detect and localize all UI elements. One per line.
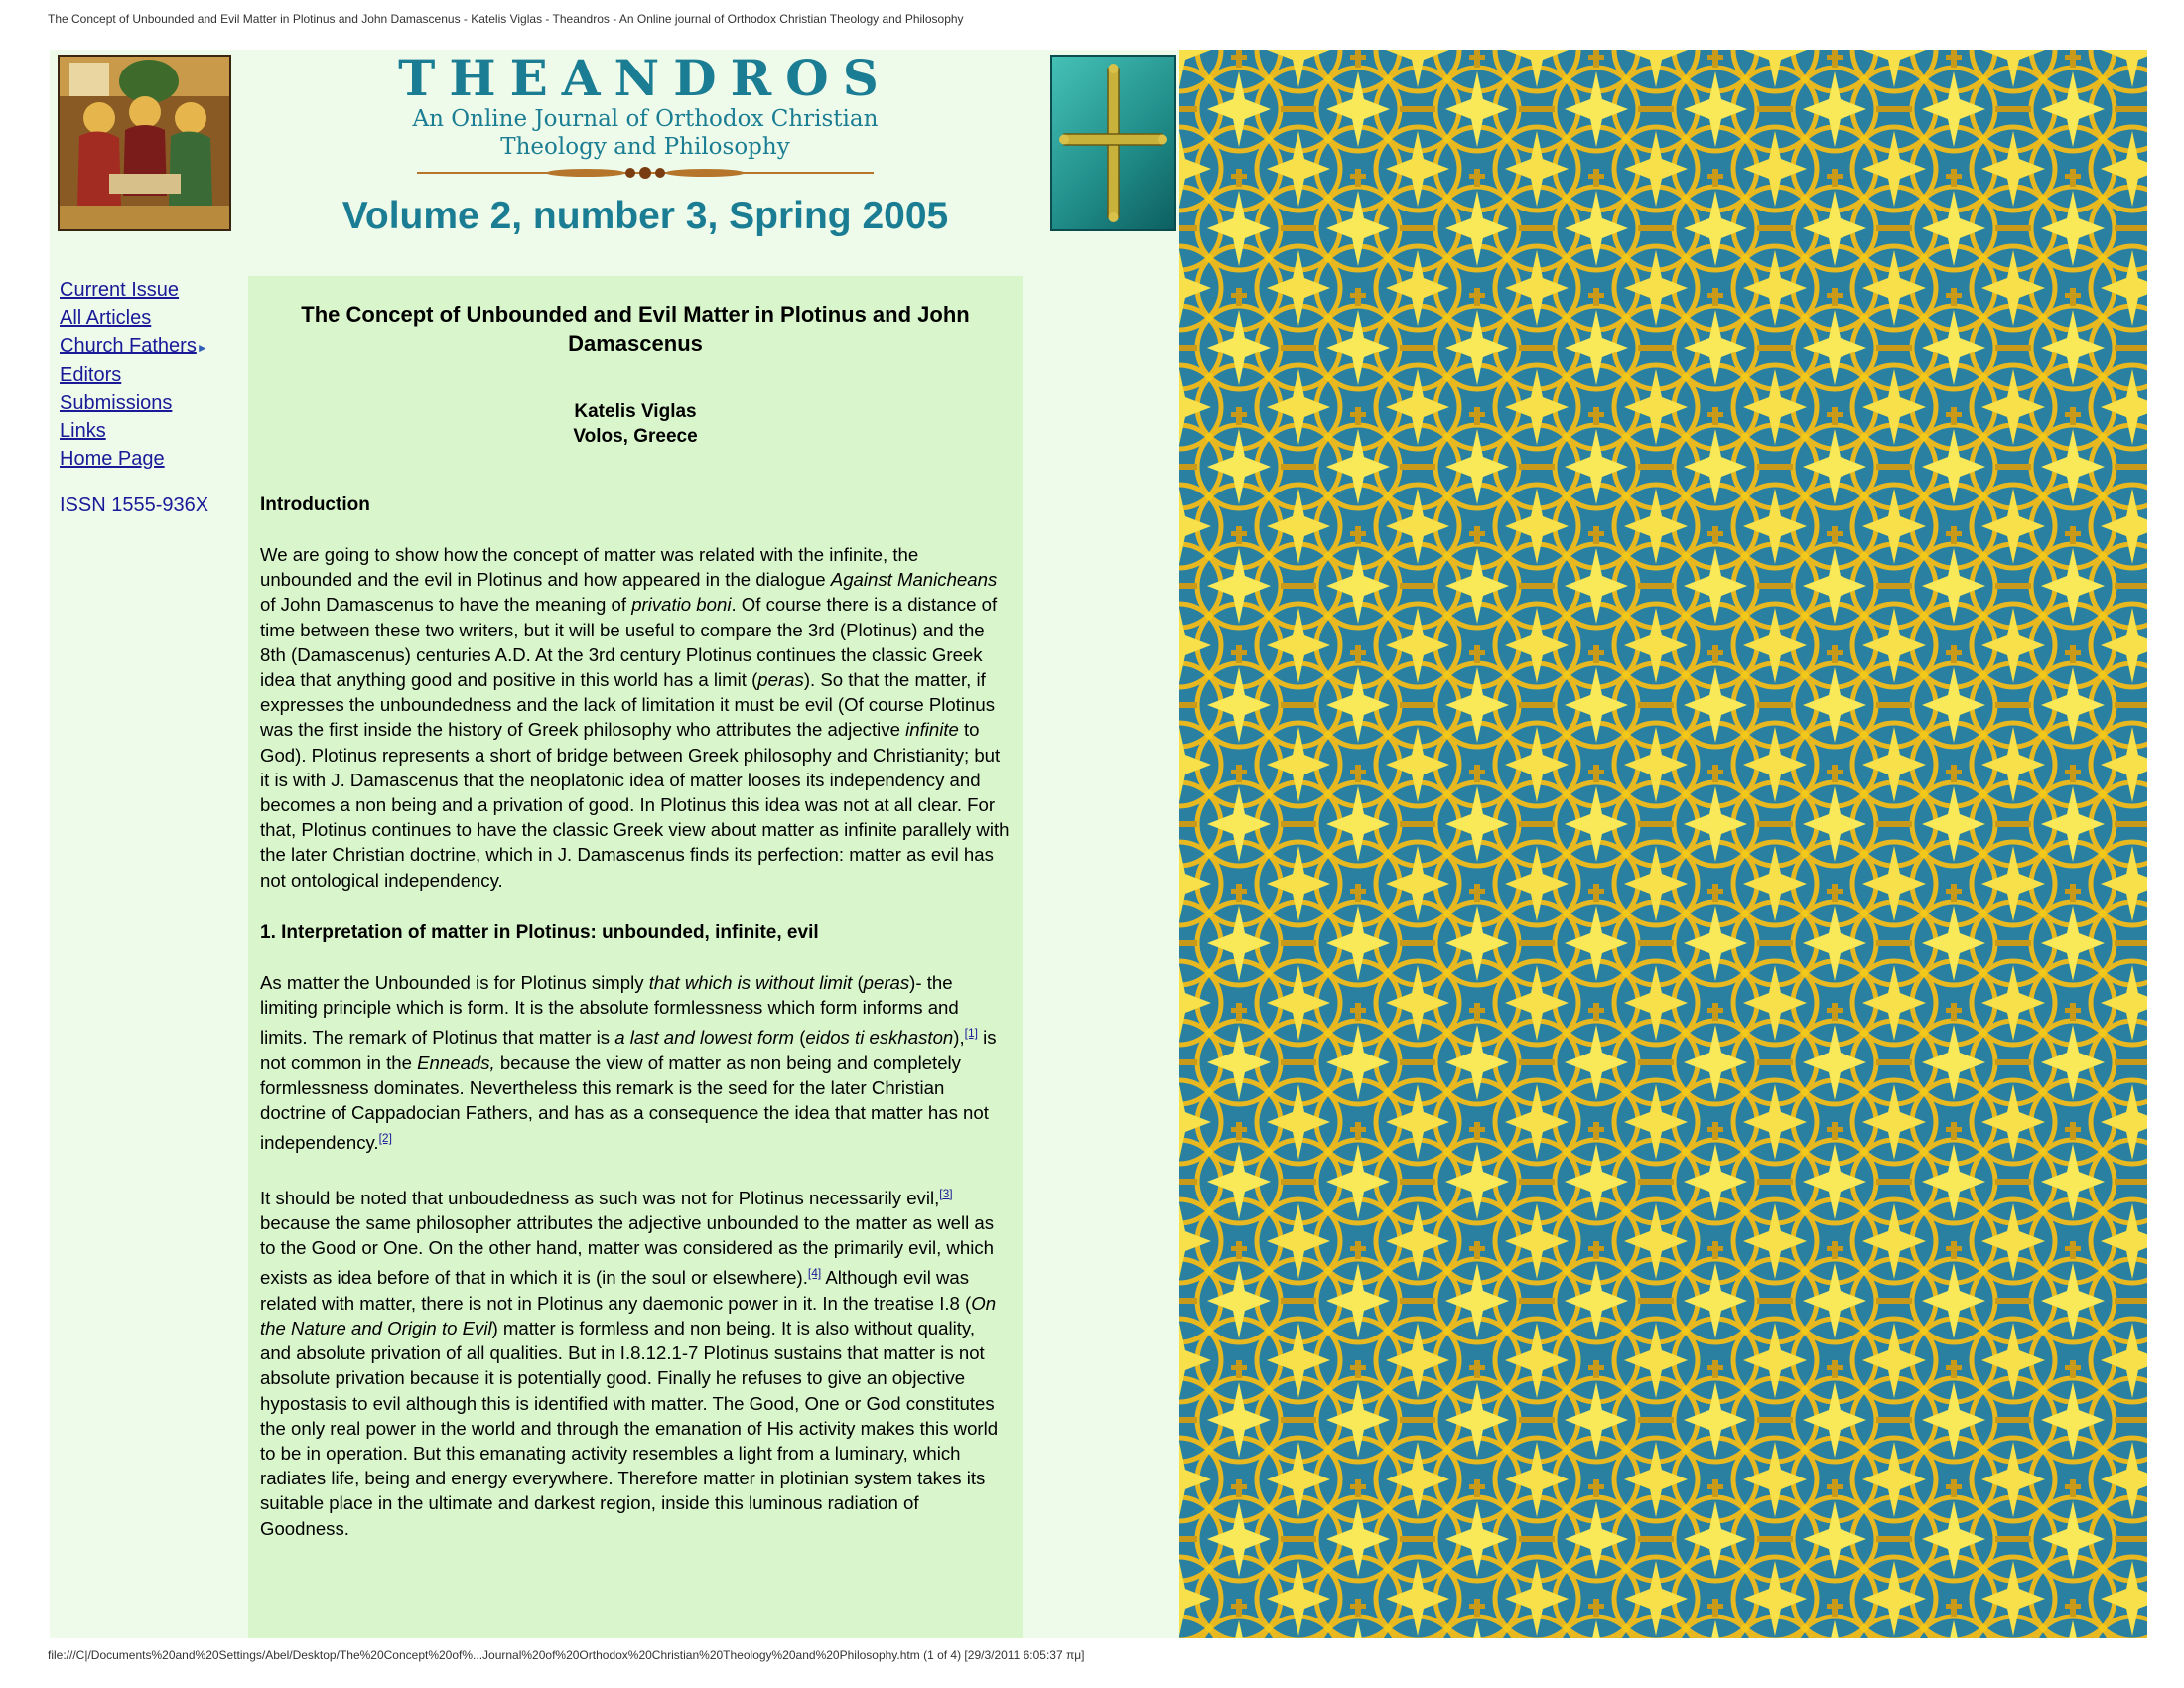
nav-link-links[interactable]: Links	[60, 420, 106, 442]
paragraph-introduction	[260, 542, 1011, 893]
text-run: . Of course there is a distance of time between these two writers, but it will be useful to compare the 3rd (Plotinus) and the 8th (Damascenus) centuries A.D. At the 3rd century Plotinus continues the classic Greek idea that anything good and positive in this world has a limit (	[260, 594, 998, 691]
text-run: to God). Plotinus represents a short of bridge between Greek philosophy and Christianity; but it is with J. Damascenus that the neoplatonic idea of matter looses its independency and becomes a non being and a privation of good. In Plotinus this idea was not at all clear. For that, Plotinus continues to have the classic Greek view about matter as infinite parallely with the later Christian doctrine, which in J. Damascenus finds its perfection: matter as evil has not ontological independency.	[260, 719, 1010, 891]
logo-title: THEANDROS	[398, 49, 892, 107]
nav-link-editors[interactable]: Editors	[60, 364, 122, 386]
text-run: because the view of matter as non being and completely formlessness dominates. Nevertheless this remark is the seed for the later Christian doctrine of Cappadocian Fathers, and has as a consequence the idea that matter has not independency.	[260, 1052, 989, 1154]
logo-ornament	[407, 165, 884, 181]
nav-link-church-fathers-label: Church Fathers	[60, 335, 197, 356]
author-location: Volos, Greece	[573, 426, 698, 447]
author-name: Katelis Viglas	[574, 401, 697, 422]
emphasis-text: infinite	[905, 719, 959, 741]
text-run: As matter the Unbounded is for Plotinus simply	[260, 971, 649, 993]
emphasis-text: Enneads,	[417, 1052, 495, 1073]
print-header: The Concept of Unbounded and Evil Matter in Plotinus and John Damascenus - Katelis Viglas - Theandros - An Online journal of Orthodox Christian Theology and Philosophy	[48, 12, 964, 26]
emphasis-text: a last and lowest form	[614, 1027, 795, 1049]
section-heading-introduction: Introduction	[260, 494, 370, 515]
print-footer: file:///C|/Documents%20and%20Settings/Abel/Desktop/The%20Concept%20of%...Journal%20of%20Orthodox%20Christian%20Theology%20and%20Philosophy.htm (1 of 4) [29/3/2011 6:05:37 πμ]	[48, 1648, 1085, 1662]
article-panel	[248, 276, 1023, 1638]
emphasis-text: privatio boni	[631, 594, 732, 616]
journal-logo[interactable]	[377, 49, 913, 181]
text-run: ),	[953, 1027, 965, 1049]
text-run: ). So that the matter, if expresses the unboundedness and the lack of limitation it must be evil (Of course Plotinus was the first inside the history of Greek philosophy who attributes the adjective	[260, 669, 996, 741]
footnote-link-2[interactable]: [2]	[378, 1131, 392, 1146]
nav-link-submissions[interactable]: Submissions	[60, 392, 173, 414]
logo-subtitle-line1: An Online Journal of Orthodox Christian	[412, 106, 879, 132]
article-title: The Concept of Unbounded and Evil Matter in Plotinus and John Damascenus	[301, 302, 970, 355]
decorative-cross-pattern	[1179, 50, 2147, 1638]
logo-subtitle-line2: Theology and Philosophy	[500, 134, 790, 160]
issue-volume-heading: Volume 2, number 3, Spring 2005	[341, 195, 949, 237]
emphasis-text: eidos ti eskhaston	[805, 1027, 954, 1049]
section-heading-1: 1. Interpretation of matter in Plotinus: unbounded, infinite, evil	[260, 921, 819, 943]
cross-icon-image	[1050, 55, 1176, 231]
text-run: Although evil was related with matter, there is not in Plotinus any daemonic power in it. In the treatise I.8 (	[260, 1267, 972, 1314]
arrow-right-icon: ►	[196, 341, 208, 354]
footnote-link-3[interactable]: [3]	[939, 1186, 953, 1200]
nav-link-current-issue[interactable]: Current Issue	[60, 279, 180, 301]
text-run: because the same philosopher attributes the adjective unbounded to the matter as well as to the Good or One. On the other hand, matter was considered as the primarily evil, which exists as idea before of that in which it is (in the soul or elsewhere).	[260, 1212, 995, 1289]
text-run: of John Damascenus to have the meaning of	[260, 594, 632, 616]
emphasis-text: that which is without limit	[648, 971, 853, 993]
paragraph-3	[260, 1181, 1011, 1541]
text-run: ) matter is formless and non being. It is also without quality, and absolute privation of all qualities. But in I.8.12.1-7 Plotinus sustains that matter is not absolute privation because it is potentially good. Finally he refuses to give an objective hypostasis to evil although this is identified with matter. The Good, One or God constitutes the only real power in the world and through the emanation of His activity makes this world to be in operation. But this emanating activity resembles a light from a luminary, which radiates life, being and energy everywhere. Therefore matter in plotinian system takes its suitable place in the ultimate and darkest region, inside this luminous radiation of Goodness.	[260, 1318, 999, 1539]
nav-link-church-fathers[interactable]	[60, 332, 208, 361]
footnote-link-4[interactable]: [4]	[807, 1266, 822, 1281]
text-run: (	[794, 1027, 806, 1049]
text-run: )- the limiting principle which is form. It is the absolute formlessness which form informs and limits. The remark of Plotinus that matter is	[260, 971, 959, 1049]
footnote-link-1[interactable]: [1]	[964, 1026, 978, 1041]
text-run: We are going to show how the concept of matter was related with the infinite, the unbounded and the evil in Plotinus and how appeared in the dialogue	[260, 544, 919, 591]
emphasis-text: peras	[863, 971, 910, 993]
text-run: (	[852, 971, 864, 993]
paragraph-2	[260, 970, 1011, 1156]
nav-link-home-page[interactable]: Home Page	[60, 448, 165, 470]
emphasis-text: On the Nature and Origin to Evil	[260, 1292, 997, 1339]
sidebar-nav	[60, 276, 208, 473]
text-run: is not common in the	[260, 1027, 997, 1073]
article-author	[260, 399, 1011, 449]
nav-link-all-articles[interactable]: All Articles	[60, 307, 152, 329]
issn-number: ISSN 1555-936X	[60, 494, 209, 516]
text-run: It should be noted that unboudedness as such was not for Plotinus necessarily evil,	[260, 1187, 940, 1208]
trinity-icon-image	[58, 55, 231, 231]
emphasis-text: peras	[757, 669, 804, 691]
emphasis-text: Against Manicheans	[830, 569, 998, 591]
